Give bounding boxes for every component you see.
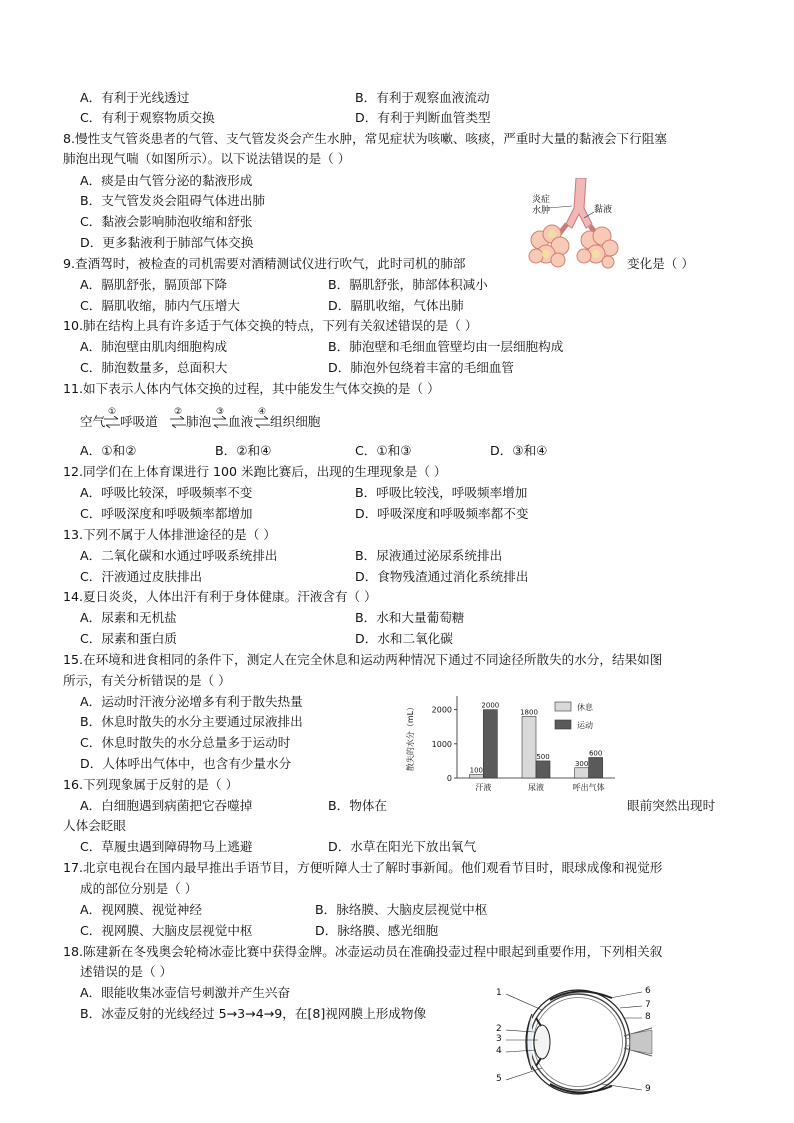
q17-option-b: B．脉络膜、大脑皮层视觉中枢 bbox=[315, 902, 488, 917]
chart-bar-exercise bbox=[536, 761, 550, 778]
q14-option-c: C．尿素和蛋白质 bbox=[80, 631, 177, 646]
q12-option-d: D．呼吸深度和呼吸频率都不变 bbox=[355, 506, 529, 521]
q11-air: 空气 bbox=[80, 414, 106, 429]
chart-y-tick-label: 2000 bbox=[431, 705, 452, 715]
q11-arrow-2 bbox=[170, 416, 186, 428]
chart-legend-swatch-exercise bbox=[555, 720, 571, 729]
chart-y-axis-label: 散失的水分（mL） bbox=[406, 702, 415, 772]
q16-option-d: D．水草在阳光下放出氧气 bbox=[328, 839, 477, 854]
eye-label-4: 4 bbox=[496, 1046, 502, 1056]
chart-x-tick-label: 呼出气体 bbox=[572, 783, 605, 792]
q18-stem-line-1: 18.陈建新在冬残奥会轮椅冰壶比赛中获得金牌。冰壶运动员在准确投壶过程中眼起到重要作用，下列相关叙 bbox=[63, 944, 663, 959]
q14-stem: 14.夏日炎炎，人体出汗有利于身体健康。汗液含有（ ） bbox=[63, 589, 377, 604]
chart-bar-exercise bbox=[589, 758, 603, 779]
chart-y-tick-label: 0 bbox=[446, 774, 452, 783]
chart-data-label: 1800 bbox=[520, 708, 538, 717]
chart-bar-rest bbox=[522, 717, 536, 779]
q13-option-a: A．二氧化碳和水通过呼吸系统排出 bbox=[80, 548, 278, 563]
q12-stem: 12.同学们在上体育课进行 100 米跑比赛后，出现的生理现象是（ ） bbox=[63, 464, 447, 479]
q11-arrow-1 bbox=[104, 416, 120, 428]
q10-option-a: A．肺泡壁由肌肉细胞构成 bbox=[80, 339, 228, 354]
water-loss-chart bbox=[405, 692, 637, 802]
q17-stem-line-1: 17.北京电视台在国内最早推出手语节目，方便听障人士了解时事新闻。他们观看节目时，眼球成像和视觉形 bbox=[63, 860, 663, 875]
chart-y-tick-label: 1000 bbox=[431, 739, 452, 749]
bronchi-alveoli-illustration bbox=[526, 178, 622, 270]
q10-stem: 10.肺在结构上具有许多适于气体交换的特点，下列有关叙述错误的是（ ） bbox=[63, 318, 478, 333]
q17-stem-line-2: 成的部位分别是（ ） bbox=[80, 881, 198, 896]
q11-arrow-3 bbox=[212, 416, 228, 428]
q8-option-b: B．支气管发炎会阻碍气体进出肺 bbox=[80, 193, 265, 208]
q11-tissue-cells: 组织细胞 bbox=[270, 414, 321, 429]
q15-option-b: B．休息时散失的水分主要通过尿液排出 bbox=[80, 714, 303, 729]
q14-option-b: B．水和大量葡萄糖 bbox=[355, 610, 465, 625]
q12-option-a: A．呼吸比较深，呼吸频率不变 bbox=[80, 485, 253, 500]
q11-step-2: ② bbox=[174, 407, 183, 417]
q11-arrow-4 bbox=[254, 416, 270, 428]
q7-option-b: B．有利于观察血液流动 bbox=[355, 90, 490, 105]
q11-step-1: ① bbox=[108, 407, 117, 417]
eye-structure-diagram bbox=[492, 984, 658, 1100]
q9-option-c: C．膈肌收缩，肺内气压增大 bbox=[80, 298, 240, 313]
chart-bar-rest bbox=[469, 775, 483, 778]
eye-label-5: 5 bbox=[496, 1074, 502, 1084]
chart-legend-label-rest: 休息 bbox=[577, 703, 593, 712]
q16-option-a: A．白细胞遇到病菌把它吞噬掉 bbox=[80, 798, 253, 813]
chart-data-label: 100 bbox=[469, 766, 484, 775]
eye-label-6: 6 bbox=[645, 986, 651, 996]
q15-stem-line-1: 15.在环境和进食相同的条件下，测定人在完全休息和运动两种情况下通过不同途径所散失的水分，结果如图 bbox=[63, 652, 663, 667]
q16-stem: 16.下列现象属于反射的是（ ） bbox=[63, 777, 239, 792]
q13-stem: 13.下列不属于人体排泄途径的是（ ） bbox=[63, 527, 276, 542]
eye-label-7: 7 bbox=[645, 1000, 651, 1010]
q15-option-d: D．人体呼出气体中，也含有少量水分 bbox=[80, 756, 292, 771]
chart-bar-rest bbox=[575, 768, 589, 778]
q11-alveoli: 肺泡 bbox=[186, 414, 212, 429]
q17-option-c: C．视网膜、大脑皮层视觉中枢 bbox=[80, 923, 253, 938]
eye-structure-svg bbox=[492, 984, 658, 1100]
q15-option-c: C．休息时散失的水分总量多于运动时 bbox=[80, 735, 291, 750]
q7-option-a: A．有利于光线透过 bbox=[80, 90, 190, 105]
q9-stem-left: 9.查酒驾时，被检查的司机需要对酒精测试仪进行吹气，此时司机的肺部 bbox=[63, 256, 466, 271]
q11-step-4: ④ bbox=[258, 407, 267, 417]
q9-option-a: A．膈肌舒张，膈顶部下降 bbox=[80, 277, 228, 292]
q16-option-b-continued: 人体会眨眼 bbox=[63, 818, 126, 833]
q11-option-b: B．②和④ bbox=[215, 443, 272, 458]
q13-option-d: D．食物残渣通过消化系统排出 bbox=[355, 569, 529, 584]
q11-option-d: D．③和④ bbox=[490, 443, 548, 458]
q17-option-a: A．视网膜、视觉神经 bbox=[80, 902, 202, 917]
q11-option-c: C．①和③ bbox=[355, 443, 412, 458]
q11-blood: 血液 bbox=[228, 414, 254, 429]
q16-option-b-right: 眼前突然出现时 bbox=[627, 798, 716, 813]
q12-option-b: B．呼吸比较浅，呼吸频率增加 bbox=[355, 485, 528, 500]
chart-legend-swatch-rest bbox=[555, 702, 571, 711]
q10-option-c: C．肺泡数量多，总面积大 bbox=[80, 360, 228, 375]
q11-respiratory-tract: 呼吸道 bbox=[120, 414, 158, 429]
q9-stem-right: 变化是（ ） bbox=[627, 256, 694, 271]
q13-option-b: B．尿液通过泌尿系统排出 bbox=[355, 548, 503, 563]
q14-option-d: D．水和二氧化碳 bbox=[355, 631, 453, 646]
q7-option-d: D．有利于判断血管类型 bbox=[355, 110, 491, 125]
eye-label-3: 3 bbox=[496, 1034, 502, 1044]
q8-figure-label-mucus: 黏液 bbox=[594, 205, 613, 215]
q8-figure-label-inflammation: 炎症 bbox=[532, 195, 551, 205]
q11-stem: 11.如下表示人体内气体交换的过程，其中能发生气体交换的是（ ） bbox=[63, 381, 440, 396]
q8-option-a: A．痰是由气管分泌的黏液形成 bbox=[80, 173, 253, 188]
eye-label-2: 2 bbox=[496, 1024, 502, 1034]
q11-step-3: ③ bbox=[216, 407, 225, 417]
chart-legend-label-exercise: 运动 bbox=[577, 721, 593, 730]
q14-option-a: A．尿素和无机盐 bbox=[80, 610, 177, 625]
q18-stem-line-2: 述错误的是（ ） bbox=[80, 964, 173, 979]
q11-gas-exchange-flow bbox=[80, 406, 340, 432]
eye-label-1: 1 bbox=[496, 988, 502, 998]
chart-bar-exercise bbox=[483, 710, 497, 778]
q10-option-d: D．肺泡外包绕着丰富的毛细血管 bbox=[328, 360, 515, 375]
eye-label-8: 8 bbox=[645, 1012, 651, 1022]
eye-label-9: 9 bbox=[645, 1084, 651, 1094]
chart-data-label: 300 bbox=[574, 759, 589, 768]
chart-data-label: 600 bbox=[588, 749, 603, 758]
q16-option-c: C．草履虫遇到障碍物马上逃避 bbox=[80, 839, 253, 854]
chart-data-label: 2000 bbox=[481, 701, 500, 710]
q8-option-c: C．黏液会影响肺泡收缩和舒张 bbox=[80, 214, 253, 229]
q12-option-c: C．呼吸深度和呼吸频率都增加 bbox=[80, 506, 253, 521]
q10-option-b: B．肺泡壁和毛细血管壁均由一层细胞构成 bbox=[328, 339, 564, 354]
q11-option-a: A．①和② bbox=[80, 443, 137, 458]
q8-figure-label-edema: 水肿 bbox=[532, 206, 551, 216]
chart-x-tick-label: 尿液 bbox=[528, 783, 544, 792]
q8-stem-line-1: 8.慢性支气管炎患者的气管、支气管发炎会产生水肿，常见症状为咳嗽、咳痰，严重时大量的黏液会下行阻塞 bbox=[63, 131, 667, 146]
q18-option-a: A．眼能收集冰壶信号刺激并产生兴奋 bbox=[80, 985, 291, 1000]
chart-data-label: 500 bbox=[536, 752, 550, 761]
q7-option-c: C．有利于观察物质交换 bbox=[80, 110, 215, 125]
q13-option-c: C．汗液通过皮肤排出 bbox=[80, 569, 203, 584]
q17-option-d: D．脉络膜、感光细胞 bbox=[315, 923, 439, 938]
q18-option-b: B．冰壶反射的光线经过 5→3→4→9，在[8]视网膜上形成物像 bbox=[80, 1006, 427, 1021]
q16-option-b-left: B．物体在 bbox=[328, 798, 388, 813]
chart-x-tick-label: 汗液 bbox=[475, 783, 492, 792]
q9-option-d: D．膈肌收缩，气体出肺 bbox=[328, 298, 464, 313]
q9-option-b: B．膈肌舒张，肺部体积减小 bbox=[328, 277, 488, 292]
q15-option-a: A．运动时汗液分泌增多有利于散失热量 bbox=[80, 694, 303, 709]
q8-option-d: D．更多黏液利于肺部气体交换 bbox=[80, 235, 254, 250]
q15-stem-line-2: 所示，有关分析错误的是（ ） bbox=[63, 673, 231, 688]
water-loss-chart-svg bbox=[405, 692, 637, 802]
bronchi-alveoli-figure bbox=[526, 178, 622, 270]
q8-stem-line-2: 肺泡出现气喘（如图所示）。以下说法错误的是（ ） bbox=[63, 151, 351, 166]
